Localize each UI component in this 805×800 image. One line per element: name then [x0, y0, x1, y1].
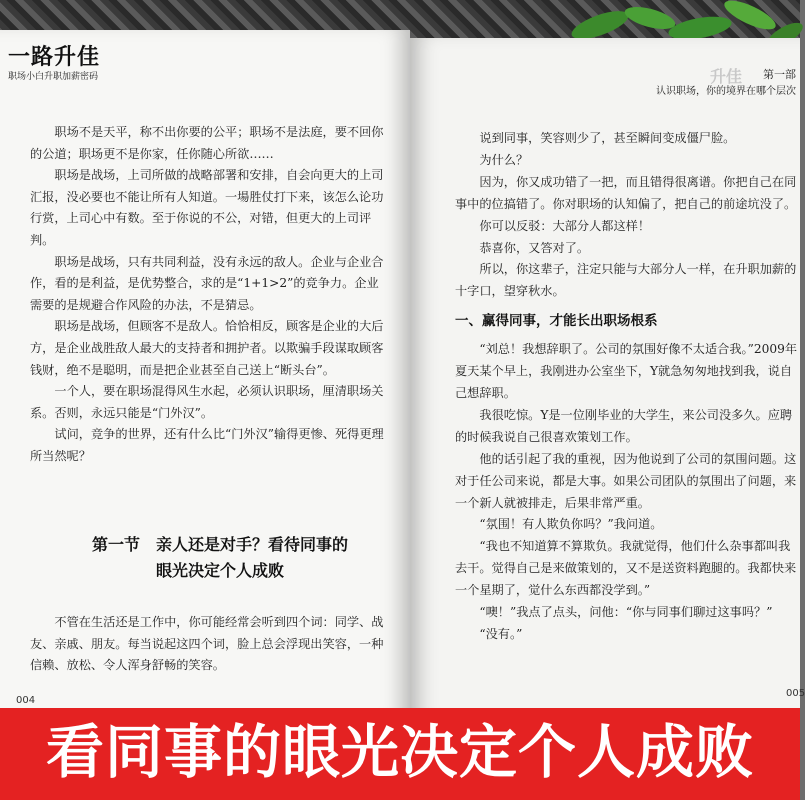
book-logo [8, 40, 100, 82]
paragraph: “氛围！有人欺负你吗？”我问道。 [479, 517, 663, 532]
paragraph: 为什么？ [479, 152, 529, 167]
left-page-number: 004 [16, 695, 36, 706]
header-chapter: 第一部 [763, 68, 796, 81]
paragraph: 他的话引起了我的重视，因为他说到了公司的氛围问题。这对于任公司来说，都是大事。如果公司团队的氛围出了问题，来一个新人就被排走，后果非常严重。 [455, 451, 797, 510]
section-body [30, 612, 385, 677]
paragraph: 所以，你这辈子，注定只能与大部分人一样，在升职加薪的十字口，望穿秋水。 [455, 262, 797, 299]
faded-header-mark: 升佳 [710, 67, 743, 86]
logo-subtitle: 职场小白升职加薪密码 [8, 72, 99, 82]
paragraph: 不管在生活还是工作中，你可能经常会听到四个词：同学、战友、亲戚、朋友。每当说起这四个词，脸上总会浮现出笑容，一种信赖、放松、令人浑身舒畅的笑容。 [30, 615, 384, 673]
paragraph: “没有。” [479, 626, 523, 641]
paragraph: 一个人，要在职场混得风生水起，必须认识职场，厘清职场关系。否则，永远只能是“门外汉”。 [30, 384, 384, 420]
paragraph: 职场是战场，但顾客不是敌人。恰恰相反，顾客是企业的大后方，是企业战胜敌人最大的支持者和拥护者。以欺骗手段谋取顾客钱财，绝不是聪明，而是把企业甚至自己送上“断头台”。 [30, 319, 384, 377]
paragraph: 因为，你又成功错了一把，而且错得很离谱。你把自己在同事中的位搞错了。你对职场的认知偏了，把自己的前途坑没了。 [455, 174, 797, 211]
right-page-number: 005 [786, 688, 805, 699]
section-title-line: 眼光决定个人成败 [155, 561, 284, 580]
paragraph: 说到同事，笑容则少了，甚至瞬间变成僵尸脸。 [479, 131, 736, 145]
paragraph: “我也不知道算不算欺负。我就觉得，他们什么杂事都叫我去干。觉得自己是来做策划的，又不是送资料跑腿的。我都快来一个星期了，觉什么东西都没学到。” [455, 539, 797, 598]
subsection-heading: 一、赢得同事，才能长出职场根系 [455, 313, 658, 330]
paragraph: 恭喜你，又答对了。 [479, 240, 590, 255]
paragraph: “噢！”我点了点头，问他：“你与同事们聊过这事吗？” [479, 605, 773, 620]
logo-title: 一路升佳 [8, 45, 101, 70]
left-page-body [30, 122, 385, 468]
paragraph: 你可以反驳：大部分人都这样！ [479, 218, 651, 233]
right-page-header [656, 66, 796, 97]
right-page-body [455, 128, 800, 646]
paragraph: 职场不是天平，称不出你要的公平；职场不是法庭，要不回你的公道；职场更不是你家，任你随心所欲…… [30, 125, 384, 161]
section-title [70, 532, 370, 584]
paragraph: “刘总！我想辞职了。公司的氛围好像不太适合我。”2009年夏天某个早上，我刚进办公室坐下，Y就急匆匆地找到我，说自己想辞职。 [455, 342, 798, 400]
banner-caption: 看同事的眼光决定个人成败 [45, 718, 754, 786]
paragraph: 试问，竞争的世界，还有什么比“门外汉”输得更惨、死得更理所当然呢？ [30, 427, 384, 463]
header-subtitle: 认识职场，你的境界在哪个层次 [656, 86, 796, 97]
paragraph: 职场是战场，只有共同利益，没有永远的敌人。企业与企业合作，看的是利益，是优势整合，求的是“1+1>2”的竞争力。企业需要的是规避合作风险的办法，不是猜忌。 [30, 254, 384, 312]
section-title-line: 第一节 亲人还是对手？看待同事的 [91, 535, 348, 554]
paragraph: 我很吃惊。Y是一位刚毕业的大学生，来公司没多久。应聘的时候我说自己很喜欢策划工作。 [455, 407, 793, 444]
paragraph: 职场是战场，上司所做的战略部署和安排，自会向更大的上司汇报，没必要也不能让所有人知道。一場胜仗打下来，该怎么论功行赏，上司心中有数。至于你说的不公，对错，但更大的上司评判。 [30, 168, 384, 247]
